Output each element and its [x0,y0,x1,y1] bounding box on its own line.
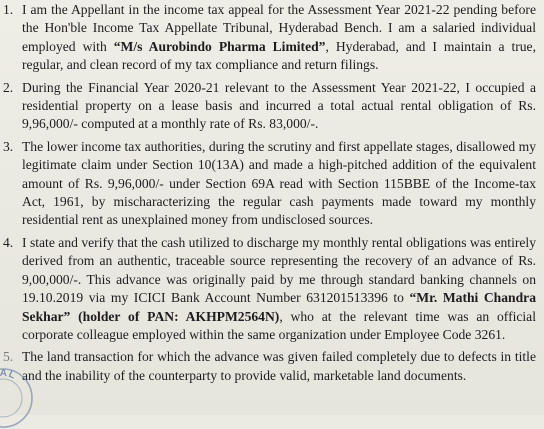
paragraph-number: 4. [3,234,14,250]
paragraph-number: 1. [3,2,14,17]
paragraph-text [22,235,536,342]
paragraph-5 [0,348,544,385]
paragraph-text [22,139,536,228]
text-run: The lower income tax authorities, during the scrutiny and first appellate stages, disallowed my legitimate claim under Section 10(13A) and made a high-pitched addition of the equivalent amount of Rs. 9,96,000/- under Section 69A read with Section 115BBE of the Income-tax Act, 1961, by mischaracterizing the regular cash payments made toward my monthly residential rent as unexplained money from undisclosed sources. [22,138,536,228]
payee-name: “Mr. Mathi Chandra Sekhar” (holder of PAN: AKHPM2564N) [22,290,536,324]
paragraph-1 [0,1,544,75]
text-run: I state and verify that the cash utilized to discharge my monthly rental obligations was entirely derived from an authentic, traceable source representing the recovery of an advance of Rs. 9,00,000/-. This advance was originally paid by me through standard banking channels on 19.10.2019 via my ICICI Bank Account Number 631201513396 to [22,234,536,306]
text-run: , Hyderabad, and I maintain a true, regular, and clean record of my tax compliance and return filings. [22,38,536,73]
paragraph-number: 3. [3,138,14,154]
paragraph-4 [0,234,544,344]
paragraph-text [22,349,536,382]
text-run: During the Financial Year 2020-21 relevant to the Assessment Year 2021-22, I occupied a residential property on a lease basis and incurred a total actual rental obligation of Rs. 9,96,000/- computed at a monthly rate of Rs. 83,000/-. [22,79,536,132]
paragraph-number: 2. [3,79,14,95]
text-run: , who at the relevant time was an official corporate colleague employed within the same organization under Employee Code 3261. [22,308,536,342]
paragraph-number: 5. [3,349,14,365]
paragraph-3 [0,138,544,230]
company-name: “M/s Aurobindo Pharma Limited” [113,38,326,54]
paragraph-2 [0,79,544,134]
paragraph-text [22,2,536,72]
seal-text: AL [0,367,18,382]
text-run: I am the Appellant in the income tax appeal for the Assessment Year 2021-22 pending before the Hon'ble Income Tax Appellate Tribunal, Hyderabad Bench. I am a salaried individual employed with [22,2,536,54]
paragraph-text [22,80,536,132]
paragraph-list [0,1,544,389]
text-run: The land transaction for which the advance was given failed completely due to defects in title and the inability of the counterparty to provide valid, marketable land documents. [22,349,536,383]
